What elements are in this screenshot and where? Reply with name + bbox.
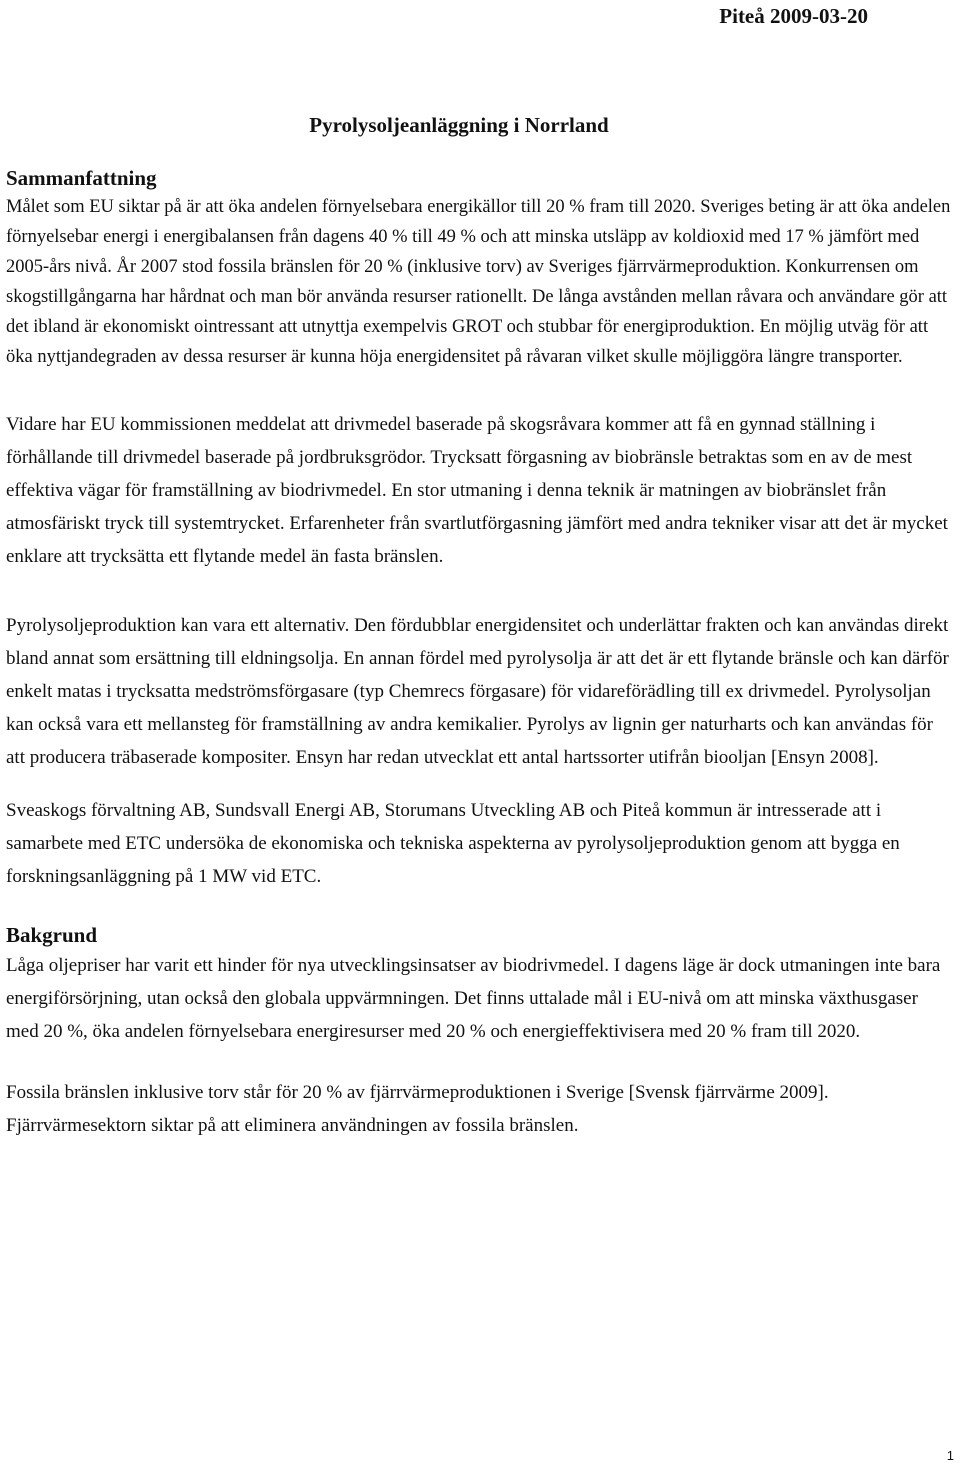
background-paragraph: Låga oljepriser har varit ett hinder för nya utvecklingsinsatser av biodrivmedel. I dagens läge är dock utmaningen inte bara energiförsörjning, utan också den globala uppvärmningen. Det finns uttalade mål i EU-nivå om att minska växthusgaser med 20 %, öka andelen förnyelsebara energiresurser med 20 % och energieffektivisera med 20 % fram till 2020. (6, 955, 941, 1042)
document-title: Pyrolysoljeanläggning i Norrland (309, 113, 609, 137)
document-date: Piteå 2009-03-20 (719, 4, 868, 28)
document-body (6, 164, 954, 1142)
summary-heading: Sammanfattning (6, 166, 157, 190)
summary-paragraph: Målet som EU siktar på är att öka andelen förnyelsebara energikällor till 20 % fram till 2020. Sveriges beting är att öka andelen förnyelsebar energi i energibalansen från dagens 40 % till 49 % och att minska utsläpp av koldioxid med 17 % jämfört med 2005-års nivå. År 2007 stod fossila bränslen för 20 % (inklusive torv) av Sveriges fjärrvärmeproduktion. Konkurrensen om skogstillgångarna har hårdnat och man bör använda resurser rationellt. De långa avstånden mellan råvara och användare gör att det ibland är ekonomiskt ointressant att utnyttja exempelvis GROT och stubbar för energiproduktion. En möjlig utväg för att öka nyttjandegraden av dessa resurser är kunna höja energidensitet på råvaran vilket skulle möjliggöra längre transporter. (6, 197, 951, 367)
page-number: 1 (946, 1448, 954, 1463)
summary-paragraph: Vidare har EU kommissionen meddelat att drivmedel baserade på skogsråvara kommer att få en gynnad ställning i förhållande till drivmedel baserade på jordbruksgrödor. Trycksatt förgasning av biobränsle betraktas som en av de mest effektiva vägar för framställning av biodrivmedel. En stor utmaning i denna teknik är matningen av biobränslet från atmosfäriskt tryck till systemtrycket. Erfarenheter från svartlutförgasning jämfört med andra tekniker visar att det är mycket enklare att trycksätta ett flytande medel än fasta bränslen. (6, 414, 948, 567)
summary-paragraph: Sveaskogs förvaltning AB, Sundsvall Energi AB, Storumans Utveckling AB och Piteå kommun är intresserade att i samarbete med ETC undersöka de ekonomiska och tekniska aspekterna av pyrolysoljeproduktion genom att bygga en forskningsanläggning på 1 MW vid ETC. (6, 800, 900, 887)
background-paragraph: Fossila bränslen inklusive torv står för 20 % av fjärrvärmeproduktionen i Sverige [Svensk fjärrvärme 2009]. Fjärrvärmesektorn siktar på att eliminera användningen av fossila bränslen. (6, 1082, 829, 1136)
background-heading: Bakgrund (6, 923, 98, 947)
summary-paragraph: Pyrolysoljeproduktion kan vara ett alternativ. Den fördubblar energidensitet och underlättar frakten och kan användas direkt bland annat som ersättning till eldningsolja. En annan fördel med pyrolysolja är att det är ett flytande bränsle och kan därför enkelt matas i trycksatta medströmsförgasare (typ Chemrecs förgasare) för vidareförädling till ex drivmedel. Pyrolysoljan kan också vara ett mellansteg för framställning av andra kemikalier. Pyrolys av lignin ger naturharts och kan användas för att producera träbaserade kompositer. Ensyn har redan utvecklat ett antal hartssorter utifrån biooljan [Ensyn 2008]. (6, 615, 949, 768)
